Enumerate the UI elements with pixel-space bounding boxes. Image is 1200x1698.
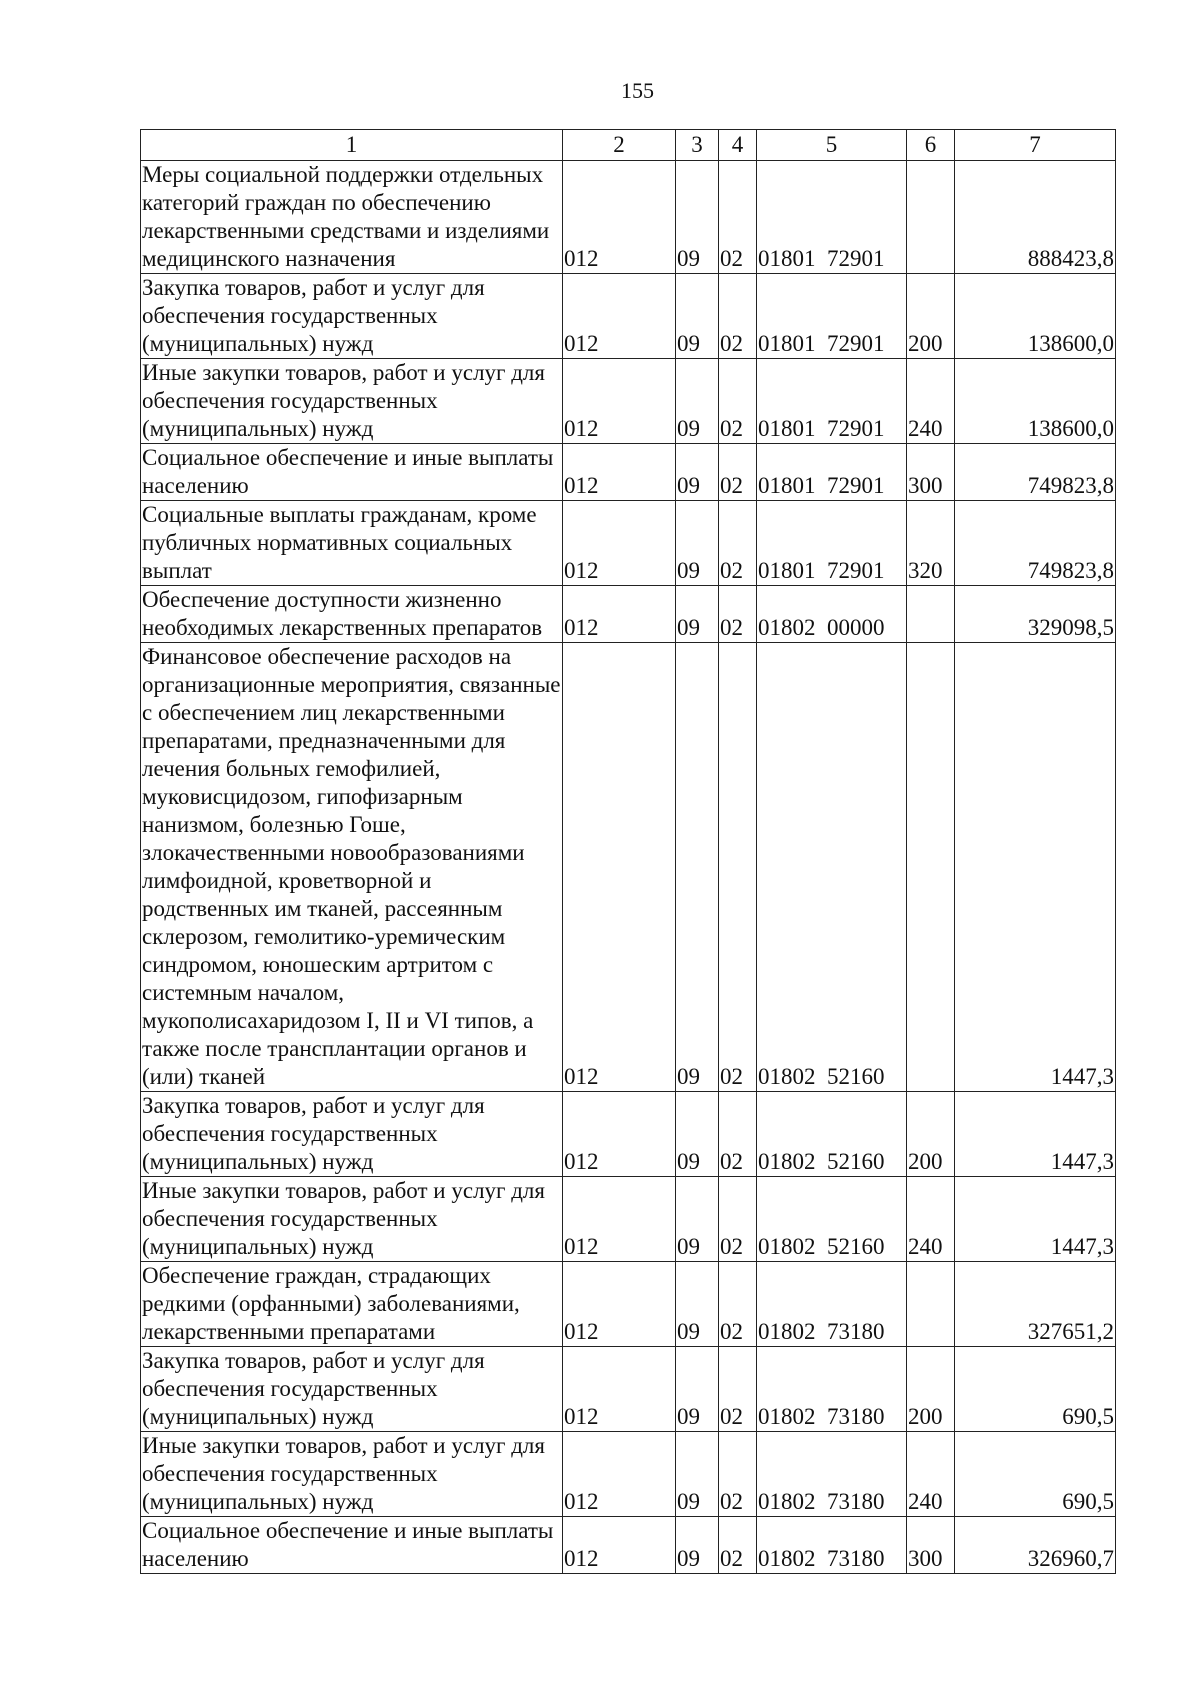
amount-cell: 1447,3 <box>955 1092 1116 1177</box>
target-item-cell: 01802 00000 <box>757 586 907 643</box>
table-row <box>141 444 1116 501</box>
subsection-code-cell: 02 <box>719 1177 757 1262</box>
amount-cell: 1447,3 <box>955 1177 1116 1262</box>
ministry-code-cell: 012 <box>563 1092 676 1177</box>
subsection-code-cell: 02 <box>719 359 757 444</box>
ministry-code-cell: 012 <box>563 501 676 586</box>
row-name-cell: Иные закупки товаров, работ и услуг для обеспечения государственных (муниципальных) нужд <box>141 1432 563 1517</box>
expense-type-cell: 300 <box>907 444 955 501</box>
section-code-cell: 09 <box>676 501 719 586</box>
amount-cell: 327651,2 <box>955 1262 1116 1347</box>
target-item-cell: 01802 73180 <box>757 1517 907 1574</box>
ministry-code-cell: 012 <box>563 1347 676 1432</box>
row-name-cell: Обеспечение граждан, страдающих редкими (орфанными) заболеваниями, лекарственными препаратами <box>141 1262 563 1347</box>
table-row <box>141 1262 1116 1347</box>
column-header: 7 <box>955 130 1116 161</box>
section-code-cell: 09 <box>676 1347 719 1432</box>
ministry-code-cell: 012 <box>563 1432 676 1517</box>
row-name-cell: Социальное обеспечение и иные выплаты населению <box>141 1517 563 1574</box>
column-header: 1 <box>141 130 563 161</box>
expense-type-cell: 320 <box>907 501 955 586</box>
subsection-code-cell: 02 <box>719 444 757 501</box>
column-header: 4 <box>719 130 757 161</box>
section-code-cell: 09 <box>676 359 719 444</box>
row-name-cell: Финансовое обеспечение расходов на организационные мероприятия, связанные с обеспечением лиц лекарственными препаратами, предназначенными для лечения больных гемофилией, муковисцидозом, гипофизарным нанизмом, болезнью Гоше, злокачественными новообразованиями лимфоидной, кроветворной и родственных им тканей, рассеянным склерозом, гемолитико-уремическим синдромом, юношеским артритом с системным началом, мукополисахаридозом I, II и VI типов, а также после трансплантации органов и (или) тканей <box>141 643 563 1092</box>
ministry-code-cell: 012 <box>563 643 676 1092</box>
target-item-cell: 01801 72901 <box>757 274 907 359</box>
amount-cell: 138600,0 <box>955 359 1116 444</box>
row-name-cell: Закупка товаров, работ и услуг для обеспечения государственных (муниципальных) нужд <box>141 1347 563 1432</box>
amount-cell: 690,5 <box>955 1432 1116 1517</box>
section-code-cell: 09 <box>676 1517 719 1574</box>
subsection-code-cell: 02 <box>719 161 757 274</box>
ministry-code-cell: 012 <box>563 1262 676 1347</box>
row-name-cell: Иные закупки товаров, работ и услуг для обеспечения государственных (муниципальных) нужд <box>141 359 563 444</box>
table-row <box>141 1347 1116 1432</box>
target-item-cell: 01802 52160 <box>757 1177 907 1262</box>
amount-cell: 749823,8 <box>955 444 1116 501</box>
table-row <box>141 643 1116 1092</box>
subsection-code-cell: 02 <box>719 1432 757 1517</box>
expense-type-cell: 240 <box>907 359 955 444</box>
row-name-cell: Закупка товаров, работ и услуг для обеспечения государственных (муниципальных) нужд <box>141 274 563 359</box>
section-code-cell: 09 <box>676 161 719 274</box>
table-header-row <box>141 130 1116 161</box>
section-code-cell: 09 <box>676 1432 719 1517</box>
section-code-cell: 09 <box>676 643 719 1092</box>
ministry-code-cell: 012 <box>563 1177 676 1262</box>
amount-cell: 1447,3 <box>955 643 1116 1092</box>
section-code-cell: 09 <box>676 274 719 359</box>
table-row <box>141 359 1116 444</box>
target-item-cell: 01801 72901 <box>757 359 907 444</box>
section-code-cell: 09 <box>676 444 719 501</box>
target-item-cell: 01802 52160 <box>757 1092 907 1177</box>
column-header: 6 <box>907 130 955 161</box>
subsection-code-cell: 02 <box>719 586 757 643</box>
section-code-cell: 09 <box>676 586 719 643</box>
ministry-code-cell: 012 <box>563 359 676 444</box>
table-row <box>141 1432 1116 1517</box>
expense-type-cell: 300 <box>907 1517 955 1574</box>
subsection-code-cell: 02 <box>719 1262 757 1347</box>
ministry-code-cell: 012 <box>563 1517 676 1574</box>
subsection-code-cell: 02 <box>719 1347 757 1432</box>
target-item-cell: 01802 73180 <box>757 1262 907 1347</box>
ministry-code-cell: 012 <box>563 586 676 643</box>
subsection-code-cell: 02 <box>719 643 757 1092</box>
row-name-cell: Меры социальной поддержки отдельных категорий граждан по обеспечению лекарственными средствами и изделиями медицинского назначения <box>141 161 563 274</box>
target-item-cell: 01802 73180 <box>757 1432 907 1517</box>
section-code-cell: 09 <box>676 1177 719 1262</box>
table-row <box>141 1177 1116 1262</box>
subsection-code-cell: 02 <box>719 1092 757 1177</box>
ministry-code-cell: 012 <box>563 161 676 274</box>
subsection-code-cell: 02 <box>719 501 757 586</box>
ministry-code-cell: 012 <box>563 444 676 501</box>
column-header: 3 <box>676 130 719 161</box>
table-row <box>141 501 1116 586</box>
amount-cell: 329098,5 <box>955 586 1116 643</box>
table-row <box>141 161 1116 274</box>
row-name-cell: Обеспечение доступности жизненно необходимых лекарственных препаратов <box>141 586 563 643</box>
table-body <box>141 161 1116 1574</box>
expense-type-cell <box>907 1262 955 1347</box>
amount-cell: 888423,8 <box>955 161 1116 274</box>
expense-type-cell: 200 <box>907 1347 955 1432</box>
target-item-cell: 01802 52160 <box>757 643 907 1092</box>
expense-type-cell <box>907 586 955 643</box>
page-number: 155 <box>621 78 654 103</box>
row-name-cell: Иные закупки товаров, работ и услуг для обеспечения государственных (муниципальных) нужд <box>141 1177 563 1262</box>
expense-type-cell <box>907 161 955 274</box>
expense-type-cell: 240 <box>907 1177 955 1262</box>
column-header: 2 <box>563 130 676 161</box>
row-name-cell: Социальные выплаты гражданам, кроме публичных нормативных социальных выплат <box>141 501 563 586</box>
ministry-code-cell: 012 <box>563 274 676 359</box>
table-row <box>141 1092 1116 1177</box>
target-item-cell: 01802 73180 <box>757 1347 907 1432</box>
column-header: 5 <box>757 130 907 161</box>
table-row <box>141 1517 1116 1574</box>
expense-type-cell: 200 <box>907 274 955 359</box>
expense-type-cell <box>907 643 955 1092</box>
target-item-cell: 01801 72901 <box>757 444 907 501</box>
subsection-code-cell: 02 <box>719 1517 757 1574</box>
amount-cell: 690,5 <box>955 1347 1116 1432</box>
table-row <box>141 274 1116 359</box>
section-code-cell: 09 <box>676 1092 719 1177</box>
subsection-code-cell: 02 <box>719 274 757 359</box>
table-row <box>141 586 1116 643</box>
amount-cell: 749823,8 <box>955 501 1116 586</box>
amount-cell: 326960,7 <box>955 1517 1116 1574</box>
target-item-cell: 01801 72901 <box>757 161 907 274</box>
expense-type-cell: 200 <box>907 1092 955 1177</box>
budget-table <box>140 129 1116 1574</box>
expense-type-cell: 240 <box>907 1432 955 1517</box>
row-name-cell: Социальное обеспечение и иные выплаты населению <box>141 444 563 501</box>
target-item-cell: 01801 72901 <box>757 501 907 586</box>
row-name-cell: Закупка товаров, работ и услуг для обеспечения государственных (муниципальных) нужд <box>141 1092 563 1177</box>
amount-cell: 138600,0 <box>955 274 1116 359</box>
section-code-cell: 09 <box>676 1262 719 1347</box>
